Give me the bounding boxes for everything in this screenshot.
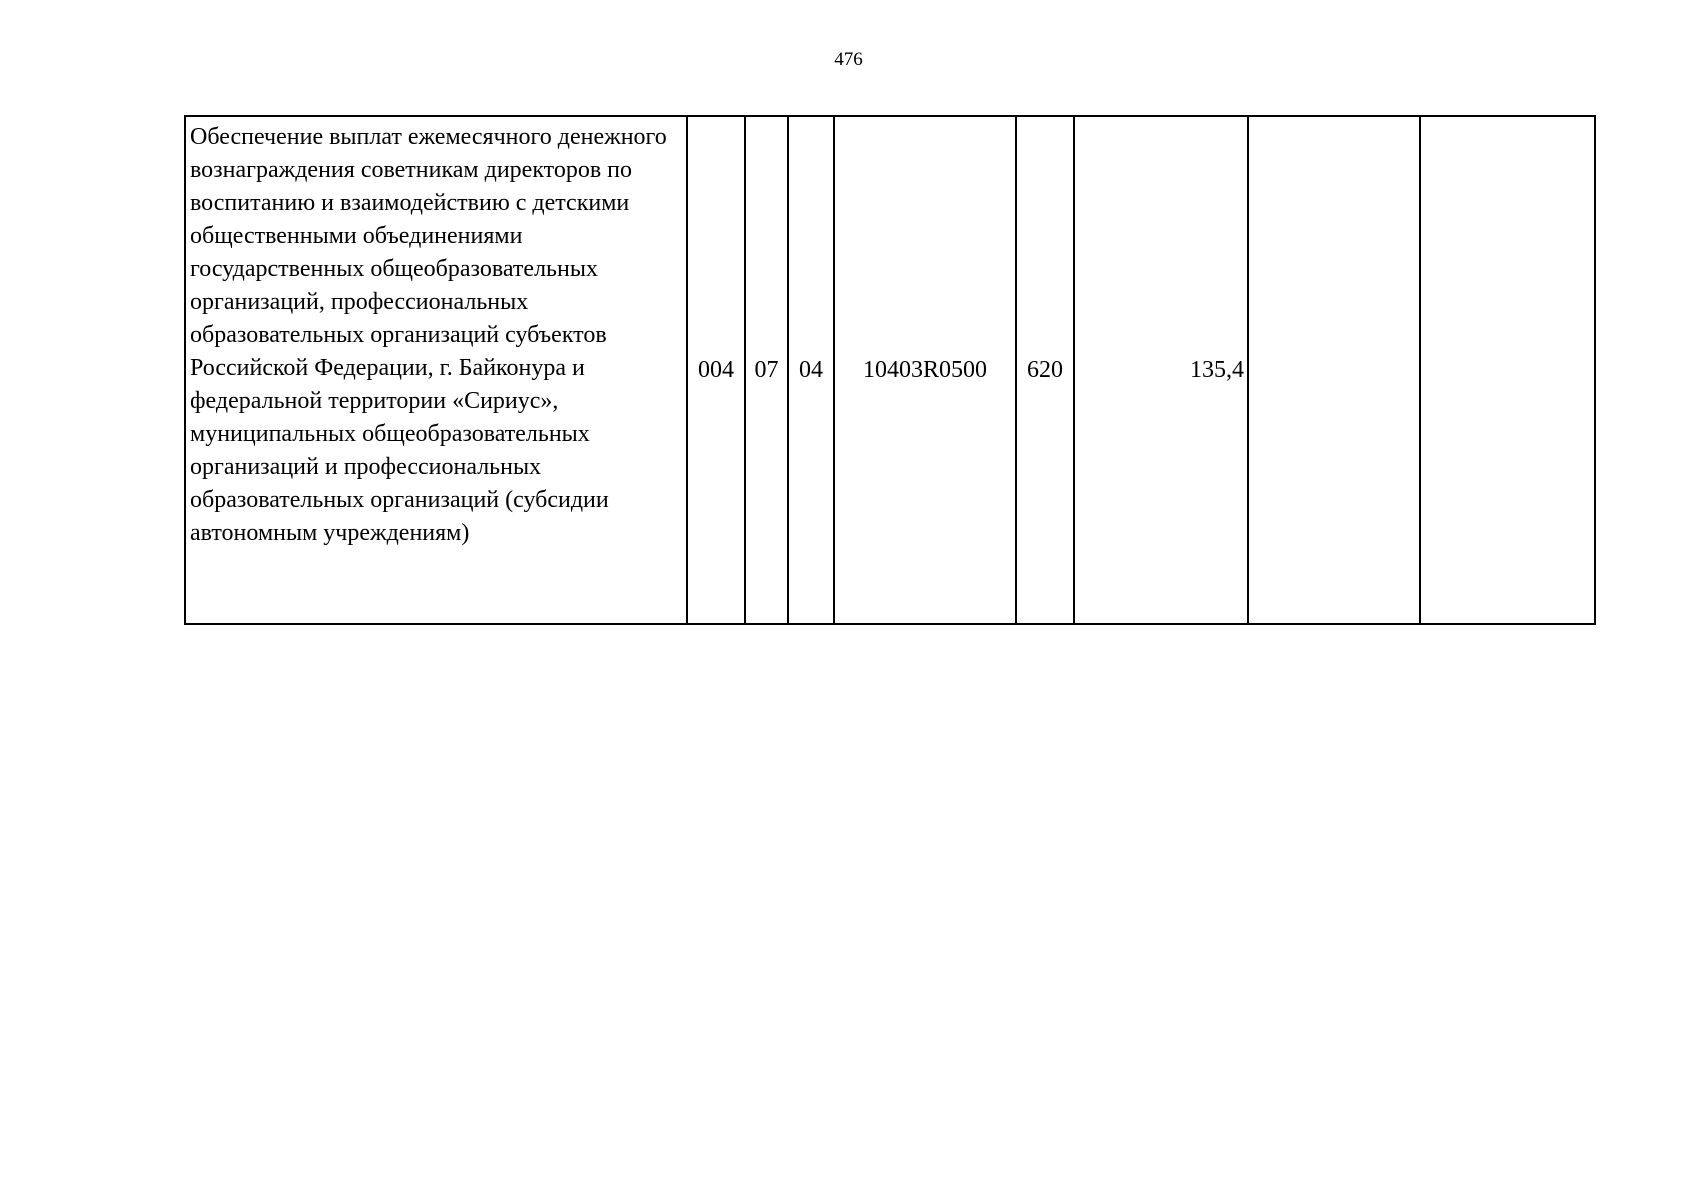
expense-description: Обеспечение выплат ежемесячного денежного вознаграждения советникам директоров по воспитанию и взаимодействию с детскими общественными объединениями государственных общеобразовательных организаций, профессиональных образовательных организаций субъектов Российской Федерации, г. Байконура и федеральной территории «Сириус», муниципальных общеобразовательных организаций и профессиональных образовательных организаций (субсидии автономным учреждениям) [185, 116, 687, 624]
budget-table [184, 115, 1596, 625]
expense-type-cell: 620 [1016, 116, 1074, 624]
ministry-code-cell: 004 [687, 116, 745, 624]
amount-cell-2 [1248, 116, 1420, 624]
amount-cell-3 [1420, 116, 1595, 624]
table-row [185, 116, 1595, 624]
subsection-code-cell: 04 [788, 116, 834, 624]
section-code-cell: 07 [745, 116, 788, 624]
amount-cell-1: 135,4 [1074, 116, 1248, 624]
target-article-cell: 10403R0500 [834, 116, 1016, 624]
page-number: 476 [834, 49, 863, 70]
